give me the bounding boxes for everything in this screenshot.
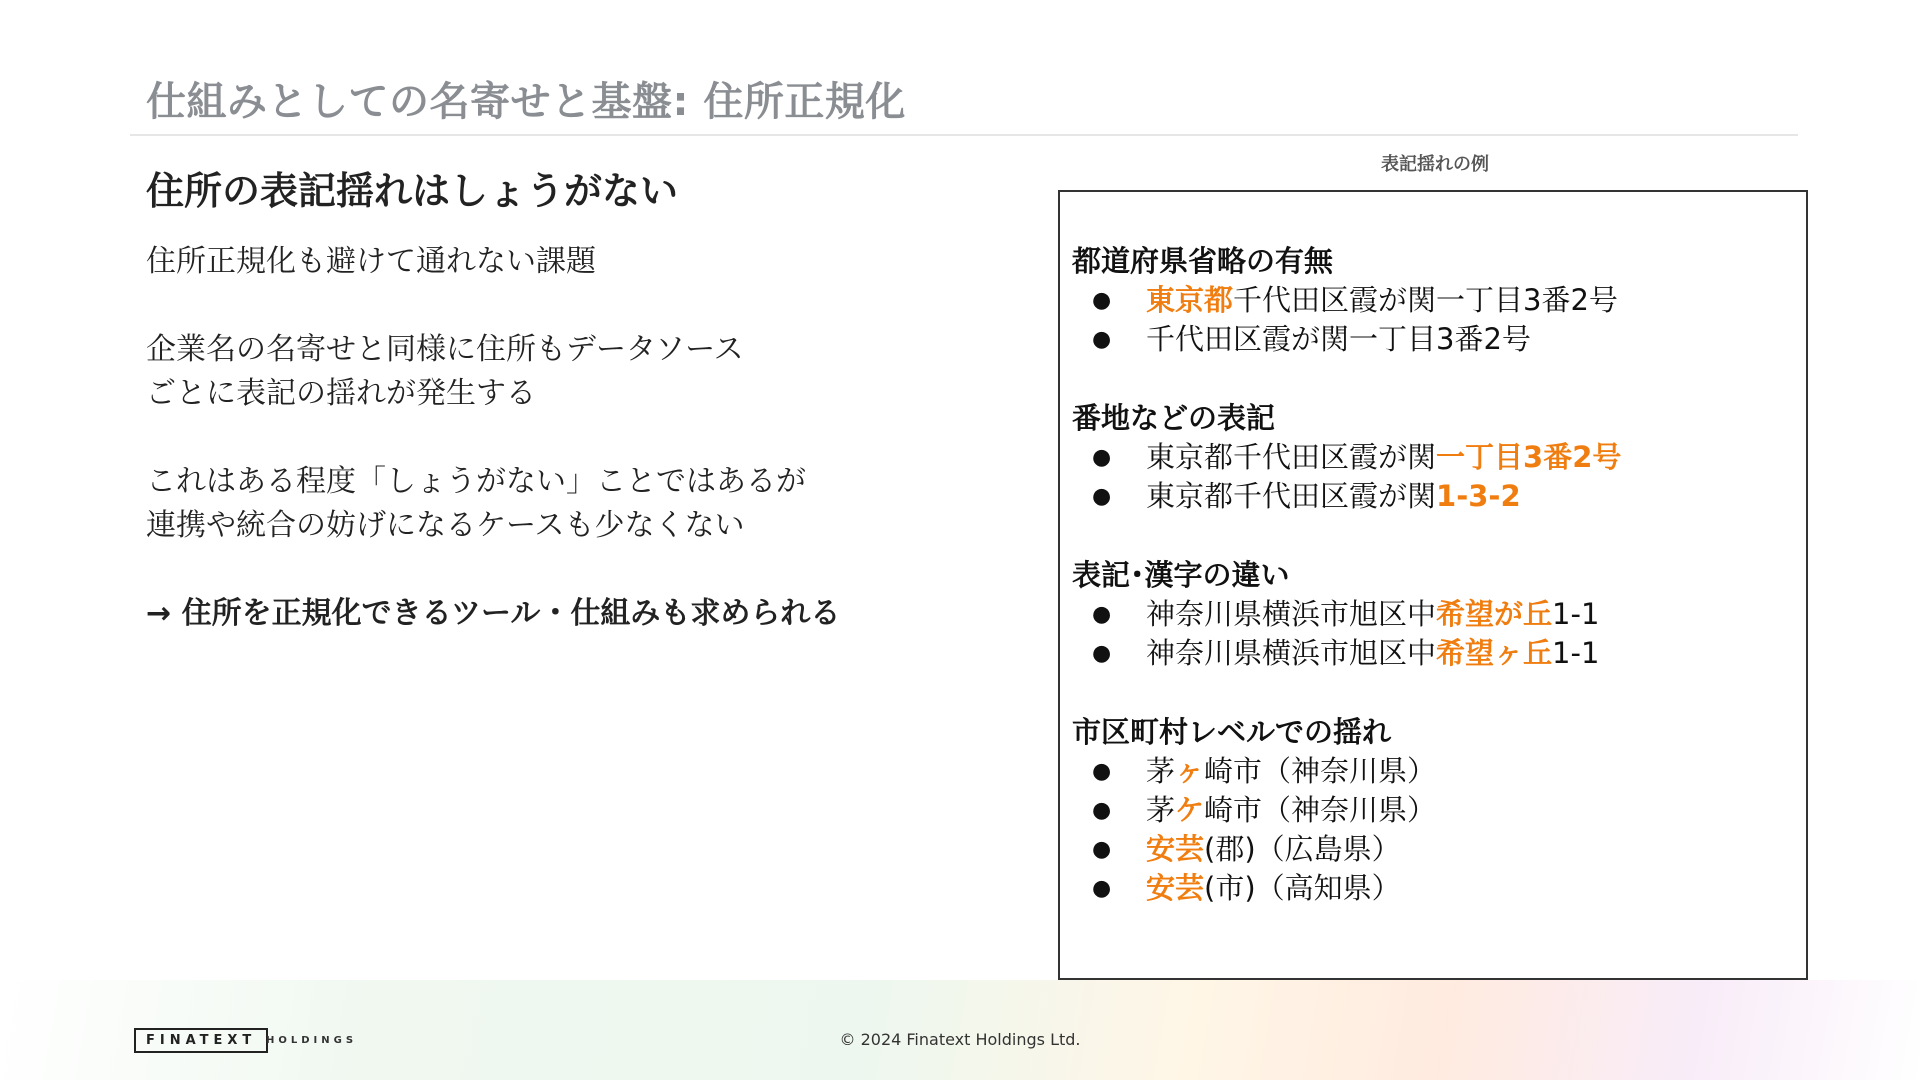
example-list: [1072, 438, 1796, 516]
body-paragraph-3: [146, 460, 966, 548]
slide-subtitle: 住所の表記揺れはしょうがない: [146, 169, 679, 213]
item-text: 茅: [1146, 754, 1176, 788]
conclusion-text: → 住所を正規化できるツール・仕組みも求められる: [146, 596, 841, 631]
list-item: [1072, 752, 1796, 791]
item-text: (市)（高知県）: [1204, 871, 1401, 905]
bullet-icon: ●: [1092, 445, 1112, 470]
bullet-icon: ●: [1092, 484, 1112, 509]
body-line: 連携や統合の妨げになるケースも少なくない: [146, 508, 745, 543]
item-highlight: ヶ: [1175, 754, 1205, 788]
example-list: [1072, 281, 1796, 359]
item-highlight: 安芸: [1146, 832, 1205, 866]
item-text: 東京都千代田区霞が関: [1146, 440, 1437, 474]
bullet-icon: ●: [1092, 837, 1112, 862]
item-text: 1-1: [1552, 636, 1600, 670]
example-group-prefecture: [1072, 242, 1796, 359]
group-title: 番地などの表記: [1072, 401, 1276, 435]
example-group-block-number: [1072, 399, 1796, 516]
body-line: ごとに表記の揺れが発生する: [146, 376, 536, 411]
item-highlight: ケ: [1175, 793, 1205, 827]
item-highlight: 安芸: [1146, 871, 1205, 905]
bullet-icon: ●: [1092, 602, 1112, 627]
body-line: これはある程度「しょうがない」ことではあるが: [146, 464, 806, 499]
body-paragraph-1: [146, 240, 966, 284]
list-item: [1072, 791, 1796, 830]
bullet-icon: ●: [1092, 641, 1112, 666]
slide-title: 仕組みとしての名寄せと基盤: 住所正規化: [146, 79, 906, 125]
item-text: 神奈川県横浜市旭区中: [1146, 636, 1437, 670]
list-item: [1072, 320, 1796, 359]
example-group-kanji: [1072, 556, 1796, 673]
body-paragraph-2: [146, 328, 966, 416]
item-text: 東京都千代田区霞が関: [1146, 479, 1437, 513]
examples-content: [1072, 242, 1796, 948]
item-highlight: 希望ヶ丘: [1436, 636, 1553, 670]
bullet-icon: ●: [1092, 327, 1112, 352]
item-text: (郡)（広島県）: [1204, 832, 1401, 866]
list-item: [1072, 281, 1796, 320]
bullet-icon: ●: [1092, 798, 1112, 823]
item-highlight: 希望が丘: [1436, 597, 1553, 631]
group-title: 表記･漢字の違い: [1072, 558, 1290, 592]
bullet-icon: ●: [1092, 876, 1112, 901]
item-text: 神奈川県横浜市旭区中: [1146, 597, 1437, 631]
holdings-label: HOLDINGS: [266, 1035, 358, 1046]
item-text: 千代田区霞が関一丁目3番2号: [1146, 322, 1531, 356]
left-body-text: [146, 240, 966, 680]
list-item: [1072, 830, 1796, 869]
item-text: 千代田区霞が関一丁目3番2号: [1233, 283, 1618, 317]
examples-caption: 表記揺れの例: [1381, 154, 1489, 175]
list-item: [1072, 438, 1796, 477]
examples-box: [1058, 190, 1808, 980]
example-list: [1072, 595, 1796, 673]
finatext-logo: FINATEXT: [134, 1028, 268, 1053]
item-highlight: 1-3-2: [1436, 479, 1521, 513]
example-list: [1072, 752, 1796, 908]
list-item: [1072, 477, 1796, 516]
list-item: [1072, 869, 1796, 908]
example-group-municipality: [1072, 713, 1796, 908]
title-divider: [130, 134, 1798, 136]
group-title: 都道府県省略の有無: [1072, 244, 1334, 278]
item-highlight: 東京都: [1146, 283, 1234, 317]
item-text: 崎市（神奈川県）: [1204, 793, 1437, 827]
item-highlight: 一丁目3番2号: [1436, 440, 1622, 474]
item-text: 崎市（神奈川県）: [1204, 754, 1437, 788]
group-title: 市区町村レベルでの揺れ: [1072, 715, 1392, 749]
copyright-text: © 2024 Finatext Holdings Ltd.: [839, 1030, 1081, 1049]
item-text: 茅: [1146, 793, 1176, 827]
body-line: 住所正規化も避けて通れない課題: [146, 244, 596, 279]
body-line: 企業名の名寄せと同様に住所もデータソース: [146, 332, 744, 367]
bullet-icon: ●: [1092, 288, 1112, 313]
list-item: [1072, 595, 1796, 634]
item-text: 1-1: [1552, 597, 1600, 631]
bullet-icon: ●: [1092, 759, 1112, 784]
list-item: [1072, 634, 1796, 673]
